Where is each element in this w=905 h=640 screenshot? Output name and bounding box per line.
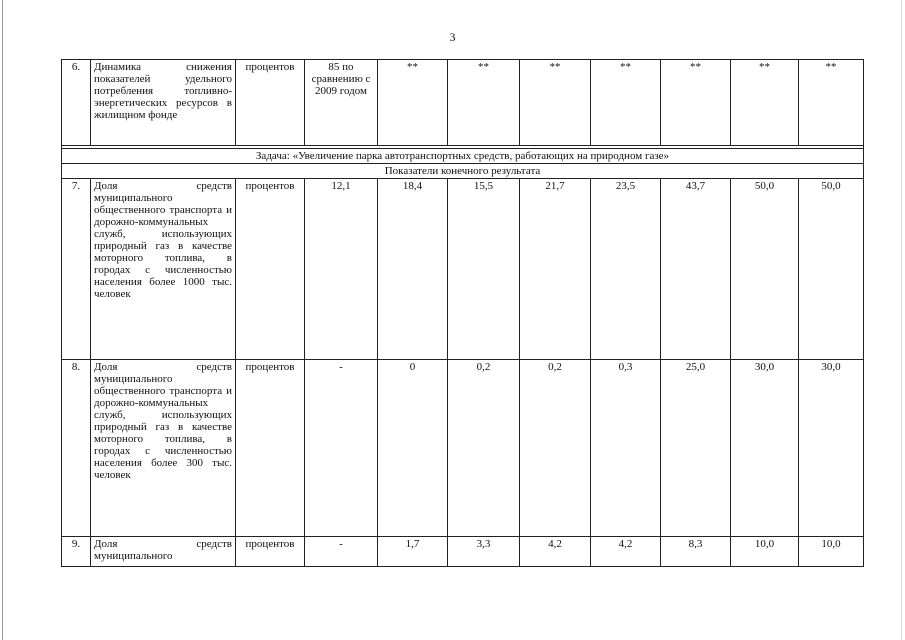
table-row: [62, 60, 864, 146]
year-value: **: [661, 60, 731, 146]
year-value: 4,2: [591, 537, 661, 567]
row-number: 7.: [62, 179, 91, 360]
year-value: 0,2: [448, 360, 520, 537]
base-value: -: [305, 537, 378, 567]
row-number: 6.: [62, 60, 91, 146]
year-value: 50,0: [799, 179, 864, 360]
table-row: [62, 537, 864, 567]
year-value: **: [799, 60, 864, 146]
page-number: 3: [449, 30, 456, 44]
indicator-name: Доля средств муниципального: [91, 537, 236, 567]
year-value: **: [448, 60, 520, 146]
year-value: **: [731, 60, 799, 146]
indicators-heading: Показатели конечного результата: [62, 164, 864, 179]
table-body-bottom: [62, 179, 864, 567]
unit-cell: процентов: [236, 60, 305, 146]
row-number: 8.: [62, 360, 91, 537]
year-value: 23,5: [591, 179, 661, 360]
year-value: 18,4: [378, 179, 448, 360]
base-value: -: [305, 360, 378, 537]
year-value: 3,3: [448, 537, 520, 567]
scan-edge-right: [901, 0, 902, 640]
base-value: 85 по сравнению с 2009 годом: [305, 60, 378, 146]
year-value: 30,0: [799, 360, 864, 537]
year-value: **: [520, 60, 591, 146]
year-value: 8,3: [661, 537, 731, 567]
unit-cell: процентов: [236, 179, 305, 360]
table-body-headings: [62, 146, 864, 179]
year-value: 10,0: [731, 537, 799, 567]
year-value: 1,7: [378, 537, 448, 567]
task-heading: Задача: «Увеличение парка автотранспортных средств, работающих на природном газе»: [62, 149, 864, 164]
unit-cell: процентов: [236, 360, 305, 537]
year-value: 30,0: [731, 360, 799, 537]
year-value: **: [378, 60, 448, 146]
year-value: 25,0: [661, 360, 731, 537]
year-value: 43,7: [661, 179, 731, 360]
row-number: 9.: [62, 537, 91, 567]
year-value: 0,2: [520, 360, 591, 537]
indicator-name: Динамика снижения показателей удельного потребления топливно-энергетических ресурсов в жилищном фонде: [91, 60, 236, 146]
table-row: [62, 360, 864, 537]
table-row: [62, 179, 864, 360]
task-heading-row: [62, 149, 864, 164]
indicator-name: Доля средств муниципального общественного транспорта и дорожно-коммунальных служб, использующих природный газ в качестве моторного топлива, в городах с численностью населения более 300 тыс. человек: [91, 360, 236, 537]
year-value: 15,5: [448, 179, 520, 360]
indicator-name: Доля средств муниципального общественного транспорта и дорожно-коммунальных служб, использующих природный газ в качестве моторного топлива, в городах с численностью населения более 1000 тыс. человек: [91, 179, 236, 360]
scan-edge-left: [2, 0, 3, 640]
year-value: 0,3: [591, 360, 661, 537]
year-value: 50,0: [731, 179, 799, 360]
year-value: 10,0: [799, 537, 864, 567]
indicators-heading-row: [62, 164, 864, 179]
year-value: 21,7: [520, 179, 591, 360]
year-value: 0: [378, 360, 448, 537]
year-value: **: [591, 60, 661, 146]
indicators-table: [61, 59, 864, 567]
base-value: 12,1: [305, 179, 378, 360]
year-value: 4,2: [520, 537, 591, 567]
table-body-top: [62, 60, 864, 146]
unit-cell: процентов: [236, 537, 305, 567]
